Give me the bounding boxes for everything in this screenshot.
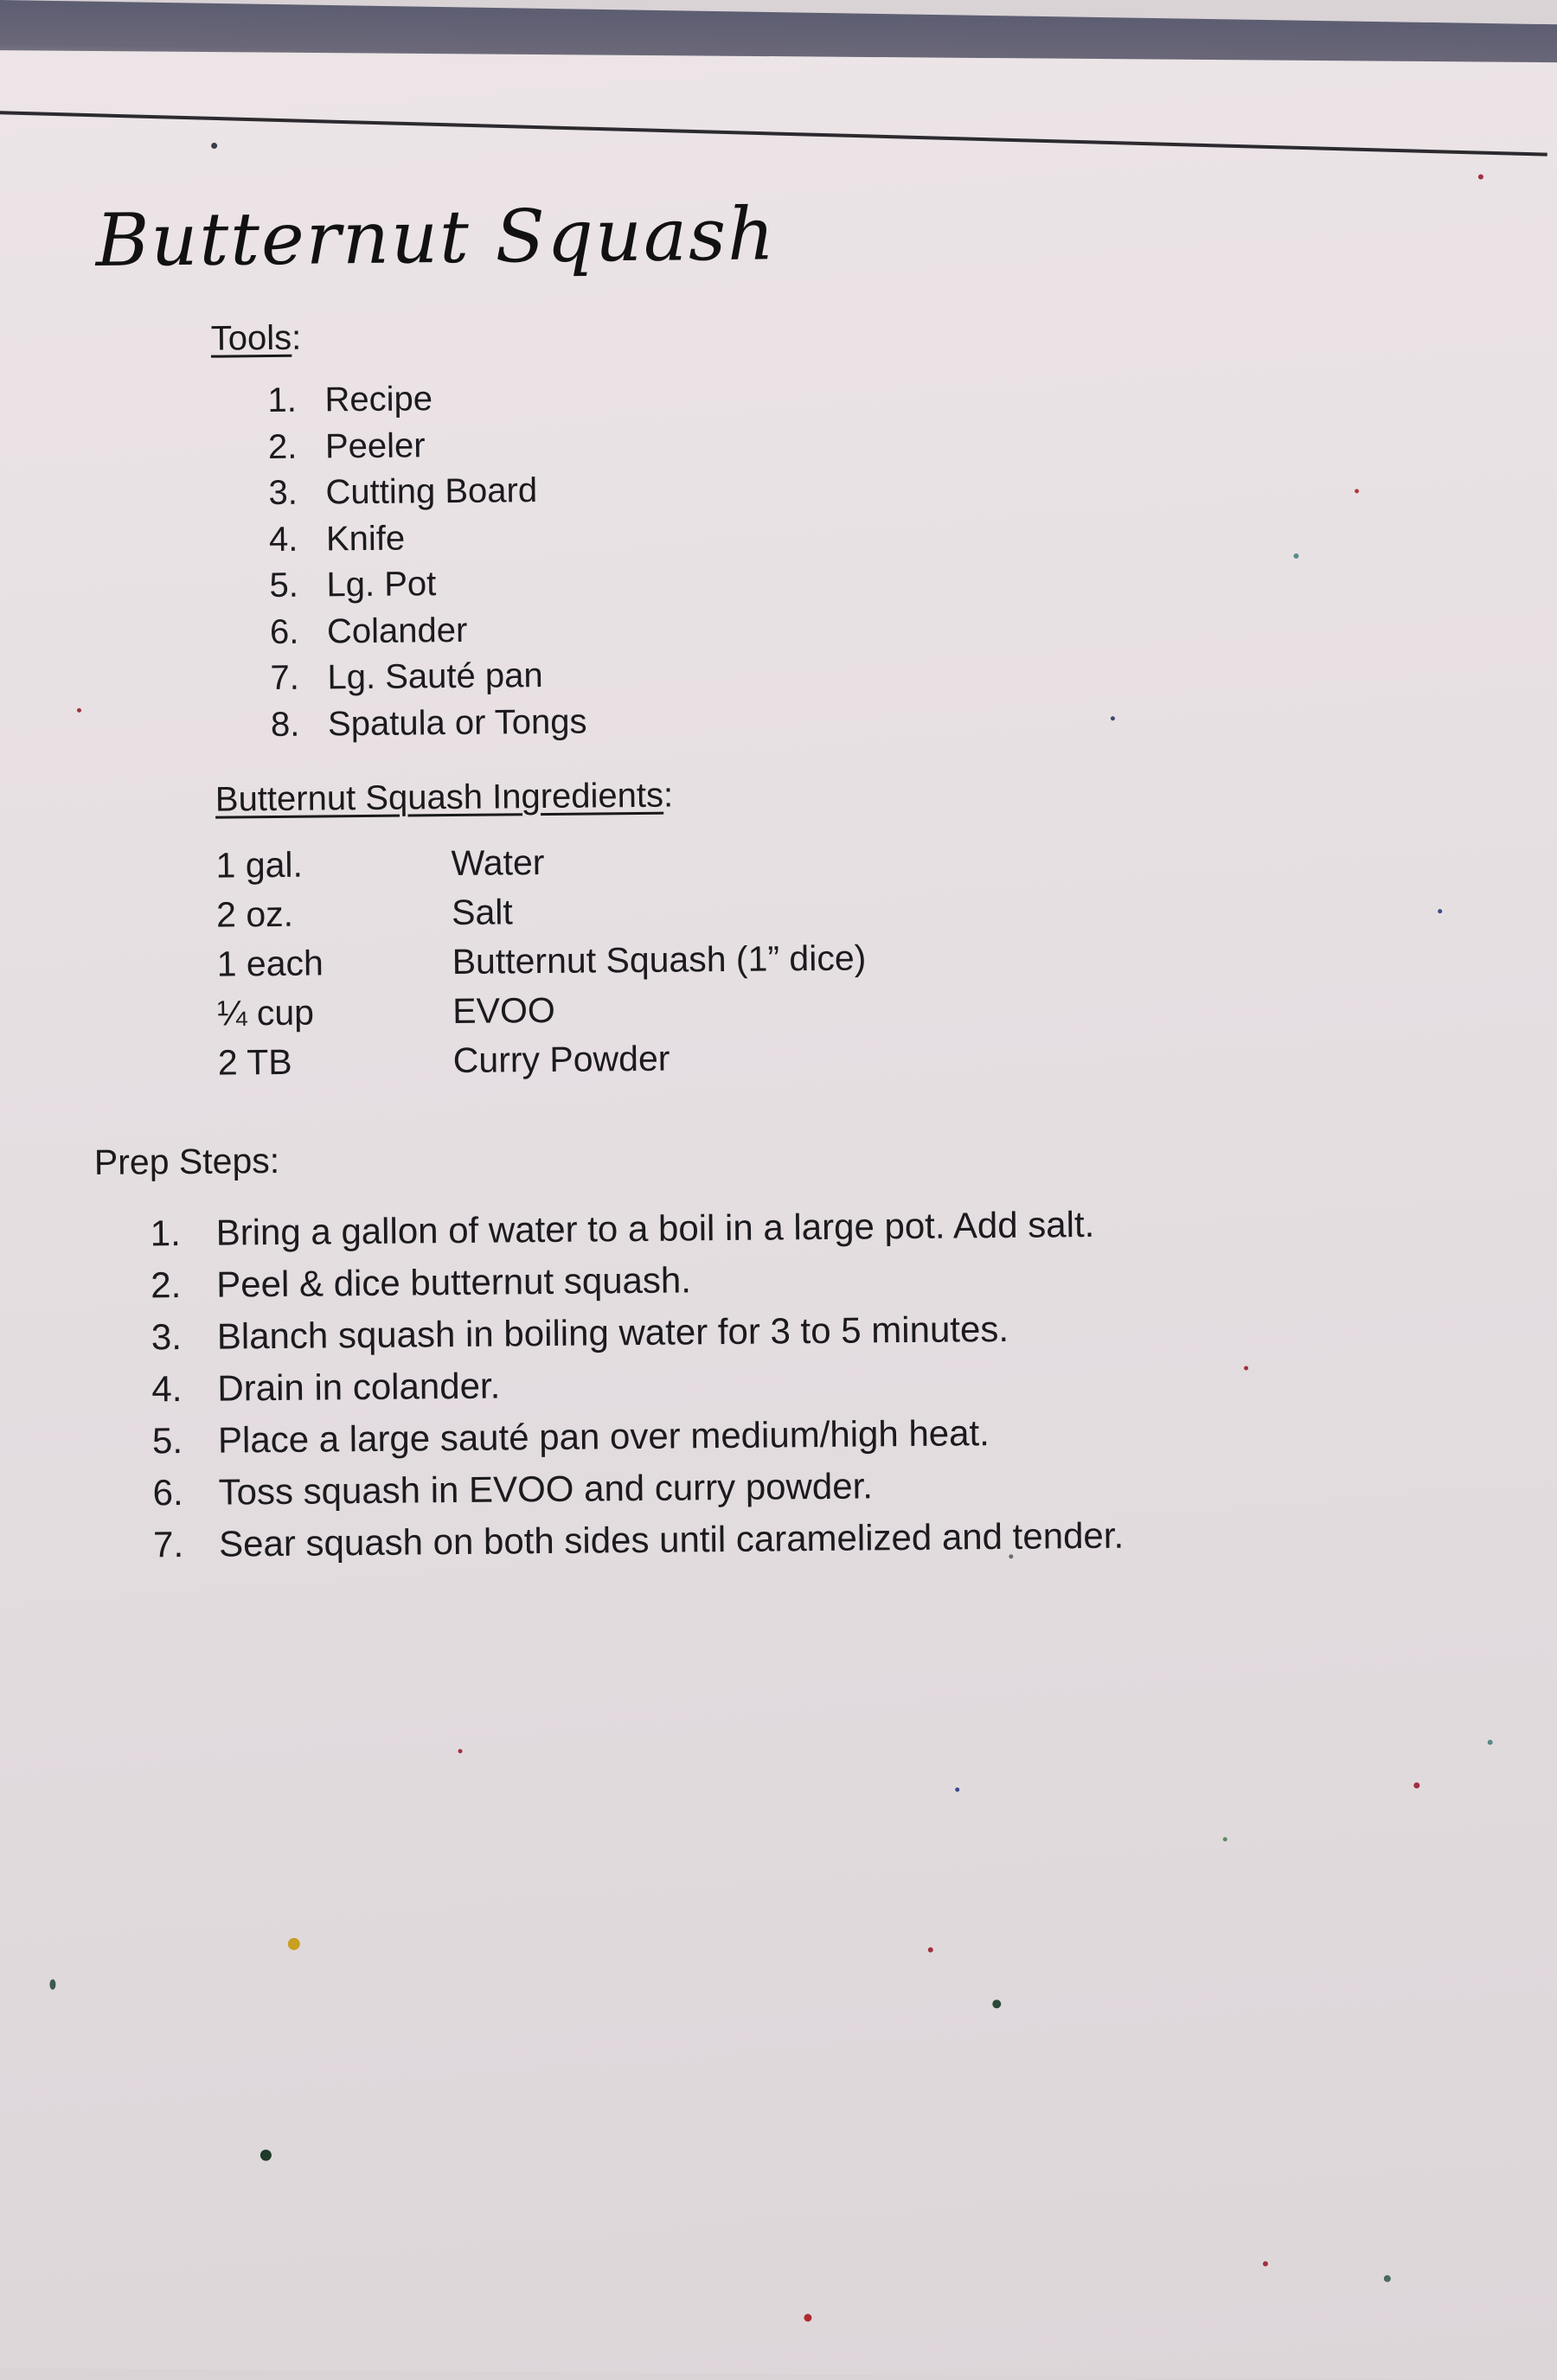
prep-step <box>151 1302 1123 1364</box>
step-text: Peel & dice butternut squash. <box>216 1259 692 1305</box>
list-item <box>270 606 586 656</box>
prep-steps-list <box>150 1199 1124 1571</box>
list-number: 1. <box>267 381 298 420</box>
list-item <box>269 514 586 563</box>
prep-steps-heading: Prep Steps: <box>93 1140 280 1183</box>
tool-label: Lg. Pot <box>326 565 437 605</box>
ingredient-quantity: 1 gal. <box>215 844 304 886</box>
ingredient-name: EVOO <box>452 989 555 1032</box>
list-number: 7. <box>270 658 300 698</box>
ingredient-quantity: ¼ cup <box>217 992 315 1033</box>
tool-label: Cutting Board <box>325 471 538 512</box>
step-number: 1. <box>150 1212 181 1254</box>
tools-heading <box>211 319 302 359</box>
step-number: 4. <box>151 1368 183 1410</box>
ingredient-row <box>218 1032 868 1087</box>
step-text: Sear squash on both sides until caramelized and tender. <box>218 1514 1124 1564</box>
ingredient-row <box>216 933 866 988</box>
tool-label: Knife <box>325 519 406 558</box>
recipe-title: Butternut Squash <box>95 191 777 283</box>
step-text: Bring a gallon of water to a boil in a large pot. Add salt. <box>215 1203 1095 1253</box>
ingredients-list <box>215 835 867 1087</box>
ingredient-row <box>215 835 865 890</box>
ingredients-heading-colon: : <box>663 776 674 815</box>
tools-heading-text: Tools <box>210 318 292 358</box>
prep-step <box>150 1199 1121 1260</box>
list-number: 2. <box>267 427 298 466</box>
ingredient-quantity: 1 each <box>216 943 324 984</box>
ingredient-row <box>217 982 867 1038</box>
prep-step <box>151 1251 1122 1312</box>
tool-label: Peeler <box>324 425 426 465</box>
tool-label: Recipe <box>324 380 433 419</box>
prep-step <box>152 1406 1124 1468</box>
ingredient-quantity: 2 oz. <box>215 893 294 935</box>
prep-step <box>152 1458 1124 1519</box>
tool-label: Spatula or Tongs <box>327 702 587 743</box>
list-number: 3. <box>268 473 298 513</box>
list-number: 8. <box>270 705 300 744</box>
ingredient-row <box>216 884 866 939</box>
prep-step <box>151 1354 1123 1416</box>
step-text: Blanch squash in boiling water for 3 to 5 minutes. <box>216 1308 1009 1357</box>
tools-heading-colon: : <box>291 318 302 357</box>
list-item <box>268 468 585 517</box>
tool-label: Lg. Sauté pan <box>327 656 543 697</box>
step-text: Toss squash in EVOO and curry powder. <box>218 1465 874 1513</box>
step-text: Place a large sauté pan over medium/high heat. <box>217 1412 990 1461</box>
step-number: 5. <box>151 1420 183 1462</box>
list-number: 6. <box>269 612 299 651</box>
list-item <box>268 421 585 470</box>
tools-list <box>267 375 587 748</box>
step-number: 7. <box>152 1524 184 1565</box>
ingredients-heading <box>215 777 674 820</box>
list-item <box>271 699 587 748</box>
list-item <box>269 560 586 610</box>
ingredient-name: Curry Powder <box>452 1038 670 1081</box>
ingredients-heading-text: Butternut Squash Ingredients <box>215 776 664 819</box>
list-number: 4. <box>268 520 298 559</box>
step-number: 3. <box>151 1316 183 1358</box>
list-number: 5. <box>269 566 299 605</box>
tool-label: Colander <box>326 611 468 650</box>
ingredient-name: Water <box>451 842 545 884</box>
prep-step <box>153 1510 1124 1571</box>
ingredient-quantity: 2 TB <box>217 1041 292 1083</box>
step-number: 2. <box>151 1264 182 1306</box>
step-text: Drain in colander. <box>217 1365 501 1409</box>
ingredient-name: Butternut Squash (1” dice) <box>452 937 867 982</box>
step-number: 6. <box>152 1472 183 1513</box>
ingredient-name: Salt <box>451 892 514 933</box>
list-item <box>270 653 586 702</box>
list-item <box>267 375 584 425</box>
